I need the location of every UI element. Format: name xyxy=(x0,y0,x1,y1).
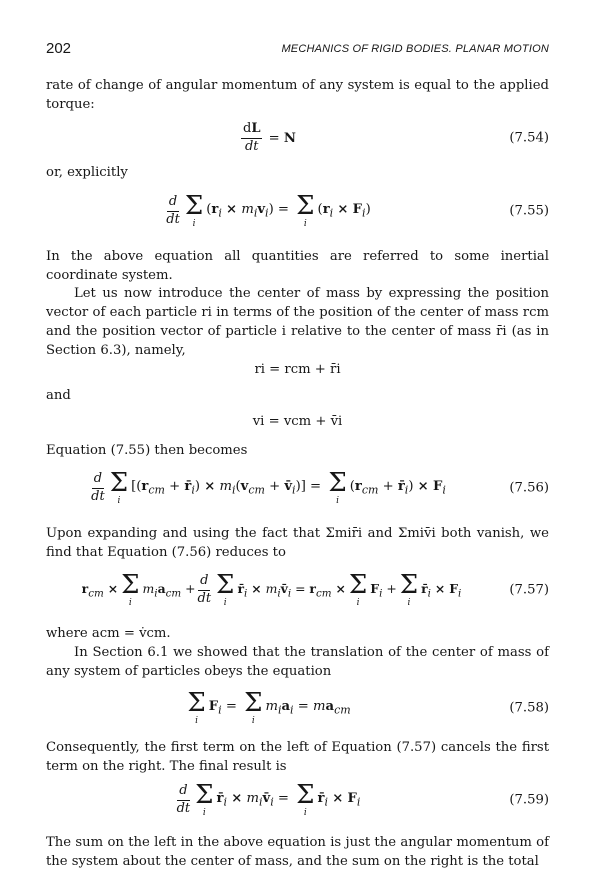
paragraph-9: In Section 6.1 we showed that the translation of the center of mass of any system of particles obeys the equation xyxy=(46,645,549,679)
equation-7-55 xyxy=(46,187,549,235)
paragraph-5: and xyxy=(46,388,71,403)
equation-velocity xyxy=(46,408,549,434)
page-number: 202 xyxy=(46,40,72,57)
equation-7-55-body: $\frac{d}{dt}$ Σ i $(r_i \times m_iv_i)$ = Σ i $(r_i \times F_i)$ xyxy=(166,190,371,229)
equation-7-58 xyxy=(46,684,549,732)
equation-7-56 xyxy=(46,464,549,512)
paragraph-6: Equation (7.55) then becomes xyxy=(46,443,248,458)
equation-position-body: ri = rcm + r̄i xyxy=(254,361,341,377)
equation-7-55-number: (7.55) xyxy=(509,203,549,219)
equation-7-54-number: (7.54) xyxy=(509,130,549,146)
paragraph-7: Upon expanding and using the fact that Σmir̄i and Σmiv̄i both vanish, we find that Equation (7.56) reduces to xyxy=(46,526,549,560)
equation-7-57-body: $r_{cm}$ × Σ i $m_ia_{cm}$ + $\frac{d}{dt}$ Σ i $r̄_i$ × $m_iv̄_i = r_{cm}$ × Σ i $F_i$ + Σ i $r̄_i \times F_i$ xyxy=(81,569,462,608)
equation-7-56-body: $\frac{d}{dt}$ Σ i [($r_{cm}$ + $r̄_i) \times m_i(v_{cm}$ + $v̄_i$)] = Σ i ($r_{cm}$ + $r̄_i) \times F_i$ xyxy=(91,467,446,506)
paragraph-1: rate of change of angular momentum of any system is equal to the applied torque: xyxy=(46,78,549,112)
equation-7-59-body: $\frac{d}{dt}$ Σ i $r̄_i$ × $m_iv̄_i$ = Σ i $r̄_i \times F_i$ xyxy=(176,779,361,818)
paragraph-4: Let us now introduce the center of mass by expressing the position vector of each particle ri in terms of the position of the center of mass rcm and the position vector of particle i relative to the center of mass r̄i (as in Section 6.3), namely, xyxy=(46,286,549,358)
paragraph-8: where acm = v̇cm. xyxy=(46,626,171,641)
paragraph-10: Consequently, the first term on the left of Equation (7.57) cancels the first term on the right. The final result is xyxy=(46,740,549,774)
equation-position xyxy=(46,356,549,382)
equation-7-54 xyxy=(46,118,549,158)
page-header xyxy=(46,40,549,60)
equation-7-54-body: $\frac{dL}{dt}$ = N xyxy=(243,121,296,154)
equation-7-59-number: (7.59) xyxy=(509,792,549,808)
equation-7-57 xyxy=(46,566,549,614)
paragraph-2: or, explicitly xyxy=(46,165,128,180)
equation-7-56-number: (7.56) xyxy=(509,480,549,496)
equation-7-59 xyxy=(46,776,549,824)
paragraph-3: In the above equation all quantities are referred to some inertial coordinate system. xyxy=(46,249,549,283)
equation-7-57-number: (7.57) xyxy=(509,582,549,598)
equation-velocity-body: vi = vcm + v̄i xyxy=(252,413,343,429)
equation-7-58-number: (7.58) xyxy=(509,700,549,716)
paragraph-11: The sum on the left in the above equation is just the angular momentum of the system about the center of mass, and the sum on the right is the total xyxy=(46,835,549,869)
equation-7-58-body: Σ i $F_i$ = Σ i $m_ia_i = ma_{cm}$ xyxy=(187,687,351,726)
running-title: MECHANICS OF RIGID BODIES. PLANAR MOTION xyxy=(281,43,549,55)
